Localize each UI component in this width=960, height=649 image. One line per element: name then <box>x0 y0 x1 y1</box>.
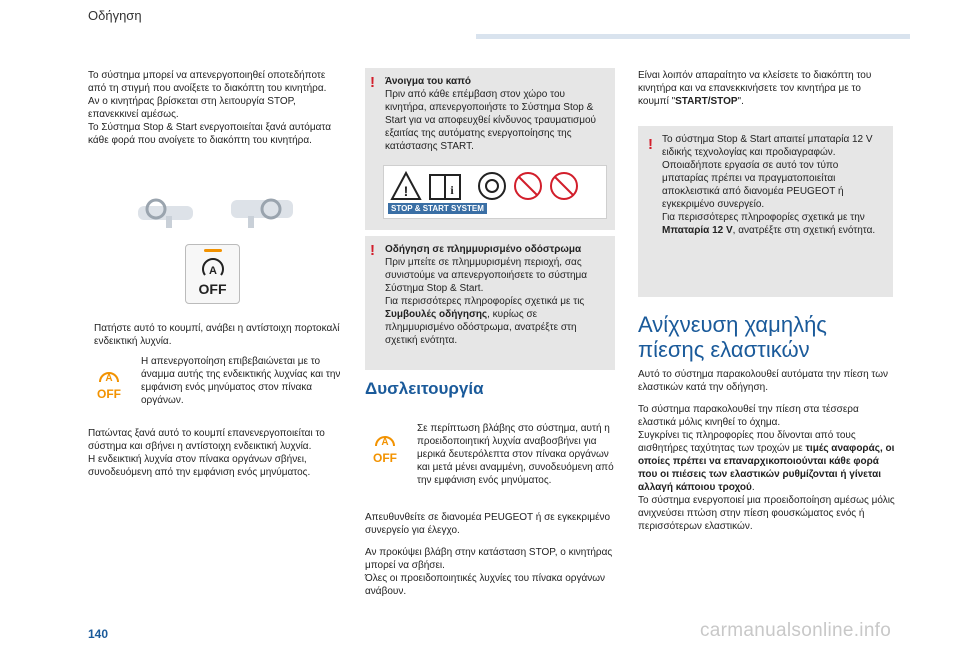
warning-title: Οδήγηση σε πλημμυρισμένο οδόστρωμα <box>385 244 582 255</box>
column-right-bottom <box>638 368 896 542</box>
fault-label: OFF <box>373 451 397 465</box>
paragraph: Είναι λοιπόν απαραίτητο να κλείσετε το διακόπτη του κινητήρα και να επανεκκινήσετε τον κινητήρα με το κουμπί "START/STOP". <box>638 70 872 107</box>
steering-wheel-right-icon <box>231 200 293 228</box>
warning-pictograms <box>390 169 602 203</box>
no-hand-icon <box>515 173 541 199</box>
paragraph: Όλες οι προειδοποιητικές λυχνίες του πίνακα οργάνων ανάβουν. <box>365 573 606 597</box>
indicator-led <box>204 249 222 252</box>
battery-link: Μπαταρία 12 V <box>662 225 733 236</box>
paragraph: Απευθυνθείτε σε διανομέα PEUGEOT ή σε εγκεκριμένο συνεργείο για έλεγχο. <box>365 512 611 536</box>
warning-icon: ! <box>370 242 375 259</box>
column-middle-bottom <box>365 511 620 607</box>
paragraph: Αυτό το σύστημα παρακολουθεί αυτόματα την πίεση των ελαστικών κατά την οδήγηση. <box>638 369 889 393</box>
stop-start-badge: STOP & START SYSTEM <box>388 203 487 214</box>
manual-icon <box>430 175 460 199</box>
fault-indicator-icon <box>370 428 400 465</box>
warning-body: Το σύστημα Stop & Start απαιτεί μπαταρία 12 V ειδικής τεχνολογίας και προδιαγραφών. <box>662 134 873 158</box>
fan-hazard-icon <box>479 173 505 199</box>
auto-stop-icon <box>200 257 226 279</box>
paragraph: Πατώντας ξανά αυτό το κουμπί επανενεργοποιείται το σύστημα και σβήνει η αντίστοιχη ενδεικτική λυχνία. <box>88 428 325 452</box>
page-number: 140 <box>88 627 109 641</box>
warning-body: Οποιαδήποτε εργασία σε αυτό τον τύπο μπαταρίας πρέπει να πραγματοποιείται αποκλειστικά από διανομέα PEUGEOT ή εγκεκριμένο συνεργείο. <box>662 160 844 210</box>
paragraph: Το σύστημα μπορεί να απενεργοποιηθεί οποτεδήποτε από τη στιγμή που ανοίξετε το διακόπτη του κινητήρα. <box>88 70 327 94</box>
warning-icon: ! <box>648 136 653 153</box>
fault-description <box>417 422 617 496</box>
indicator-description <box>141 355 343 416</box>
bullet-text: Πατήστε αυτό το κουμπί, ανάβει η αντίστοιχη πορτοκαλί ενδεικτική λυχνία. <box>94 323 340 347</box>
warning-box-battery <box>638 126 893 297</box>
watermark: carmanualsonline.info <box>700 620 892 641</box>
indicator-letter: A <box>105 373 113 384</box>
fault-letter: A <box>381 437 389 448</box>
paragraph: Συγκρίνει τις πληροφορίες που δίνονται από τους αισθητήρες ταχύτητας των τροχών με τιμές αναφοράς, οι οποίες πρέπει να επαναρχικοποιούνται κάθε φορά που οι πιέσεις των ελαστικών ρυθμίζονται ή γίνεται αλλαγή κάποιου τροχού. <box>638 430 895 493</box>
warning-title: Άνοιγμα του καπό <box>385 76 471 87</box>
paragraph: Αν ο κινητήρας βρίσκεται στη λειτουργία STOP, επανεκκινεί αμέσως. <box>88 96 296 120</box>
warning-body: Πριν από κάθε επέμβαση στον χώρο του κινητήρα, απενεργοποιήστε το Σύστημα Stop & Start για να αποφευχθεί κίνδυνος τραυματισμού εξαιτίας της αυτόματης ενεργοποίησης της κατάστασης START. <box>385 89 597 152</box>
svg-text:i: i <box>450 183 454 197</box>
paragraph: Η ενδεικτική λυχνία στον πίνακα οργάνων σβήνει, συνοδευόμενη από την εμφάνιση ενός μηνύματος. <box>88 454 311 478</box>
column-right-top <box>638 69 893 117</box>
paragraph: Σε περίπτωση βλάβης στο σύστημα, αυτή η προειδοποιητική λυχνία αναβοσβήνει για μερικά δευτερόλεπτα στον πίνακα οργάνων και μετά μένει αναμμένη, συνοδευόμενη από την εμφάνιση ενός μηνύματος. <box>417 423 614 486</box>
warning-body-more: Για περισσότερες πληροφορίες σχετικά με τις Συμβουλές οδήγησης, κυρίως σε πλημμυρισμένο οδόστρωμα, ανατρέξτε στη σχετική ενότητα. <box>385 296 585 346</box>
header-bar <box>476 34 910 39</box>
caution-triangle-icon <box>392 173 420 199</box>
paragraph: Το Σύστημα Stop & Start ενεργοποιείται ξανά αυτόματα κάθε φορά που ανοίγετε το διακόπτη του κινητήρα. <box>88 122 331 146</box>
column-left <box>88 69 343 156</box>
heading-tyre-pressure: Ανίχνευση χαμηλής πίεσης ελαστικών <box>638 312 827 362</box>
warning-icon: ! <box>370 74 375 91</box>
button-letter: A <box>209 265 217 277</box>
warning-body: Πριν μπείτε σε πλημμυρισμένη περιοχή, σας συνιστούμε να απενεργοποιήσετε το σύστημα Σύστημα Stop & Start. <box>385 257 588 294</box>
paragraph: Το σύστημα παρακολουθεί την πίεση στα τέσσερα ελαστικά μόλις κινηθεί το όχημα. <box>638 404 859 428</box>
heading-malfunction: Δυσλειτουργία <box>365 379 484 398</box>
dashboard-illustration <box>136 194 296 234</box>
stop-start-off-button[interactable] <box>185 244 240 304</box>
warning-box-flooded-road <box>365 236 615 370</box>
button-label: OFF <box>198 281 227 297</box>
section-title: Οδήγηση <box>88 8 142 23</box>
stop-start-label <box>383 165 607 219</box>
paragraph: Το σύστημα ενεργοποιεί μια προειδοποίηση αμέσως μόλις ανιχνεύσει πτώση στην πίεση φουσκώματος ενός ή περισσότερων ελαστικών. <box>638 495 895 532</box>
driving-advice-link: Συμβουλές οδήγησης <box>385 309 488 320</box>
svg-text:!: ! <box>403 183 409 199</box>
indicator-label: OFF <box>97 387 121 401</box>
no-touch-icon <box>551 173 577 199</box>
column-left-bottom <box>88 427 343 488</box>
paragraph: Η απενεργοποίηση επιβεβαιώνεται με το άναμμα αυτής της ενδεικτικής λυχνίας και την εμφάνιση ενός μηνύματος στον πίνακα οργάνων. <box>141 356 341 406</box>
warning-body-more: Για περισσότερες πληροφορίες σχετικά με την Μπαταρία 12 V, ανατρέξτε στη σχετική ενότητα. <box>662 212 876 236</box>
steering-wheel-left-icon <box>138 200 193 228</box>
paragraph: Αν προκύψει βλάβη στην κατάσταση STOP, ο κινητήρας μπορεί να σβήσει. <box>365 547 613 571</box>
instruction-bullet <box>88 322 343 348</box>
stop-start-off-indicator-icon <box>94 364 124 401</box>
